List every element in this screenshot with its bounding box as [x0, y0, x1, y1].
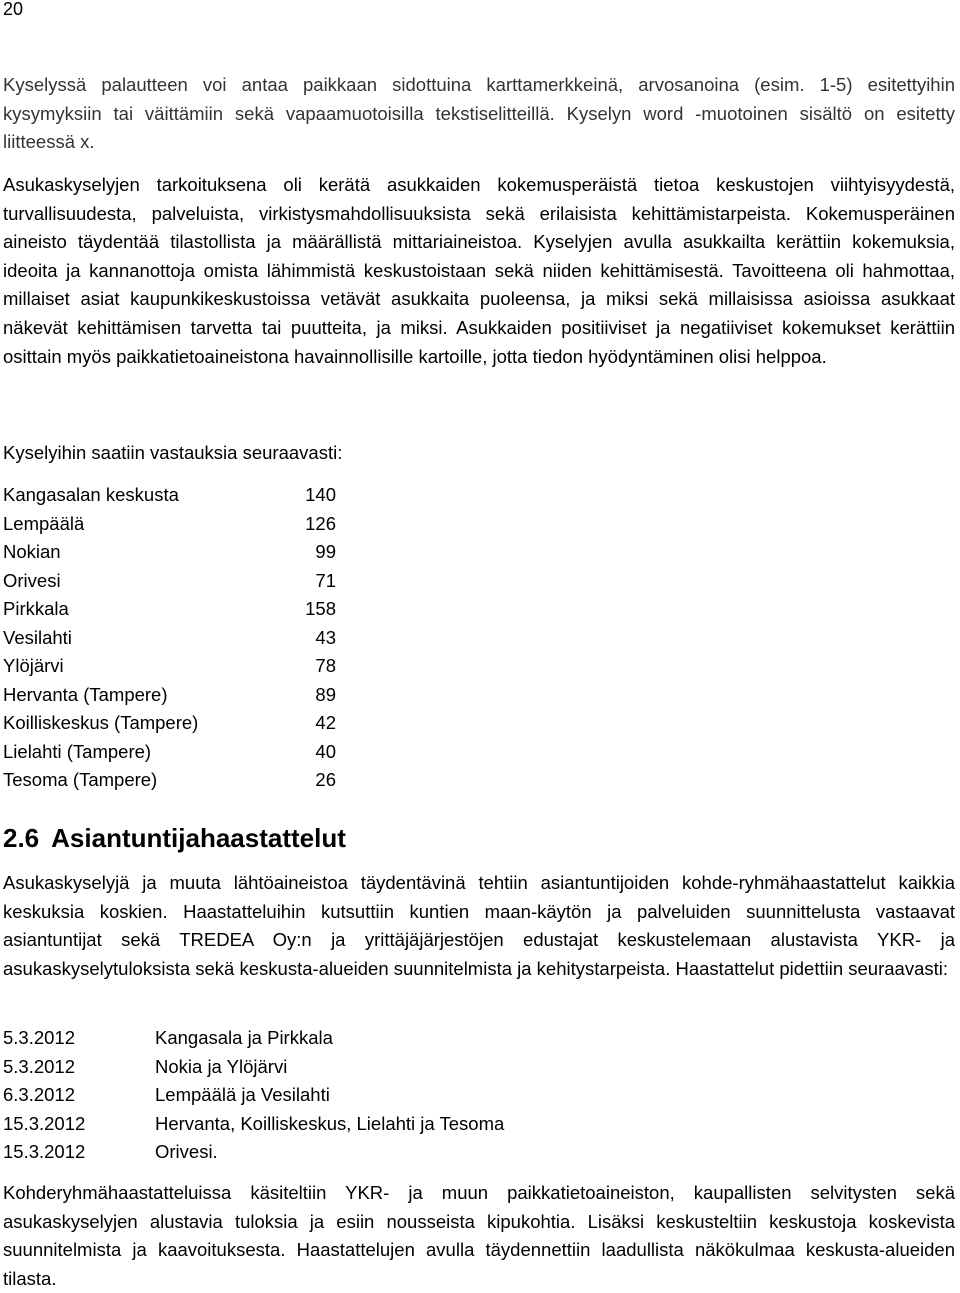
response-count: 40 — [315, 740, 336, 762]
page-number: 20 — [3, 0, 24, 19]
response-location: Pirkkala — [3, 598, 69, 619]
response-location: Tesoma (Tampere) — [3, 769, 158, 790]
response-location: Orivesi — [3, 569, 61, 591]
table-row — [3, 766, 336, 795]
table-row — [3, 1081, 504, 1110]
interview-date: 5.3.2012 — [3, 1027, 76, 1048]
interview-place: Orivesi. — [155, 1141, 218, 1162]
response-count: 89 — [315, 683, 336, 705]
table-row — [3, 510, 336, 539]
table-row — [3, 595, 336, 624]
intro-paragraph: Kyselyssä palautteen voi antaa paikkaan sidottuina karttamerkkeinä, arvosanoina (esim. 1-5) esitettyihin kysymyksiin tai väittämiin sekä vapaamuotoisilla tekstiselitteillä. Kyselyn word -muotoinen sisältö on esitetty liitteessä x. — [3, 74, 955, 153]
interview-place: Hervanta, Koilliskeskus, Lielahti ja Tesoma — [155, 1112, 505, 1134]
response-location: Lielahti (Tampere) — [3, 740, 152, 762]
response-location: Nokian — [3, 541, 61, 562]
response-count: 43 — [315, 626, 336, 648]
table-row — [3, 1138, 504, 1167]
table-row — [3, 709, 336, 738]
table-row — [3, 538, 336, 567]
response-count: 126 — [305, 512, 336, 534]
response-location: Kangasalan keskusta — [3, 484, 179, 505]
response-location: Lempäälä — [3, 512, 85, 534]
response-count: 140 — [305, 484, 336, 505]
interview-date: 5.3.2012 — [3, 1055, 76, 1077]
aim-paragraph: Asukaskyselyjen tarkoituksena oli kerätä asukkaiden kokemusperäistä tietoa keskustojen viihtyisyydestä, turvallisuudesta, palveluista, virkistysmahdollisuuksista sekä erilaisista kehittämistarpeista. Kokemusperäinen aineisto täydentää tilastollista ja määrällistä mittariaineistoa. Kyselyjen avulla asukkailta kerättiin kokemuksia, ideoita ja kannanottoja omista lähimmistä keskustoistaan sekä niiden kehittämisestä. Tavoitteena oli hahmottaa, millaiset asiat kaupunkikeskustoissa vetävät asukkaita puoleensa, ja miksi sekä millaisissa asioissa asukkaat näkevät kehittämisen tarvetta tai puutteita, ja miksi. Asukkaiden positiiviset ja negatiiviset kokemukset kerättiin osittain myös paikkatietoaineistona havainnollisille kartoille, jotta tiedon hyödyntäminen olisi helppoa. — [3, 174, 955, 367]
response-count: 26 — [315, 769, 336, 790]
response-count: 99 — [315, 541, 336, 562]
section-number: 2.6 — [3, 823, 40, 853]
table-row — [3, 481, 336, 510]
response-location: Ylöjärvi — [3, 655, 64, 676]
response-location: Koilliskeskus (Tampere) — [3, 712, 199, 733]
section-title: Asiantuntijahaastattelut — [51, 823, 346, 853]
response-count: 158 — [305, 598, 336, 619]
responses-table — [3, 481, 336, 795]
interviews-paragraph: Asukaskyselyjä ja muuta lähtöaineistoa täydentävinä tehtiin asiantuntijoiden kohde-ryhmähaastattelut kaikkia keskuksia koskien. Haastatteluihin kutsuttiin kuntien maan-käytön ja palveluiden suunnittelusta vastaavat asiantuntijat sekä TREDEA Oy:n ja yrittäjäjärjestöjen edustajat keskustelemaan alustavista YKR- ja asukaskyselytuloksista sekä keskusta-alueiden suunnitelmista ja kehitystarpeista. Haastattelut pidettiin seuraavasti: — [3, 872, 955, 979]
interview-place: Kangasala ja Pirkkala — [155, 1027, 333, 1048]
table-row — [3, 624, 336, 653]
table-row — [3, 1024, 504, 1053]
interview-date: 15.3.2012 — [3, 1112, 86, 1134]
table-row — [3, 652, 336, 681]
response-count: 78 — [315, 655, 336, 676]
table-row — [3, 738, 336, 767]
table-row — [3, 1110, 504, 1139]
interview-date: 6.3.2012 — [3, 1084, 76, 1105]
response-location: Hervanta (Tampere) — [3, 683, 168, 705]
response-count: 42 — [315, 712, 336, 733]
interview-place: Nokia ja Ylöjärvi — [155, 1055, 288, 1077]
responses-intro: Kyselyihin saatiin vastauksia seuraavasti: — [3, 442, 343, 463]
interview-place: Lempäälä ja Vesilahti — [155, 1084, 330, 1105]
table-row — [3, 681, 336, 710]
interview-date: 15.3.2012 — [3, 1141, 86, 1162]
response-count: 71 — [315, 569, 336, 591]
table-row — [3, 1053, 504, 1082]
table-row — [3, 567, 336, 596]
section-heading — [3, 818, 346, 858]
interview-schedule — [3, 1024, 504, 1167]
final-paragraph: Kohderyhmähaastatteluissa käsiteltiin YKR- ja muun paikkatietoaineiston, kaupallisten selvitysten sekä asukaskyselyjen alustavia tuloksia ja esiin nousseista kipukohtia. Lisäksi keskusteltiin keskustoja koskevista suunnitelmista ja kaavoituksesta. Haastattelujen avulla täydennettiin laadullista näkökulmaa keskusta-alueiden tilasta. — [3, 1182, 955, 1289]
response-location: Vesilahti — [3, 626, 72, 648]
